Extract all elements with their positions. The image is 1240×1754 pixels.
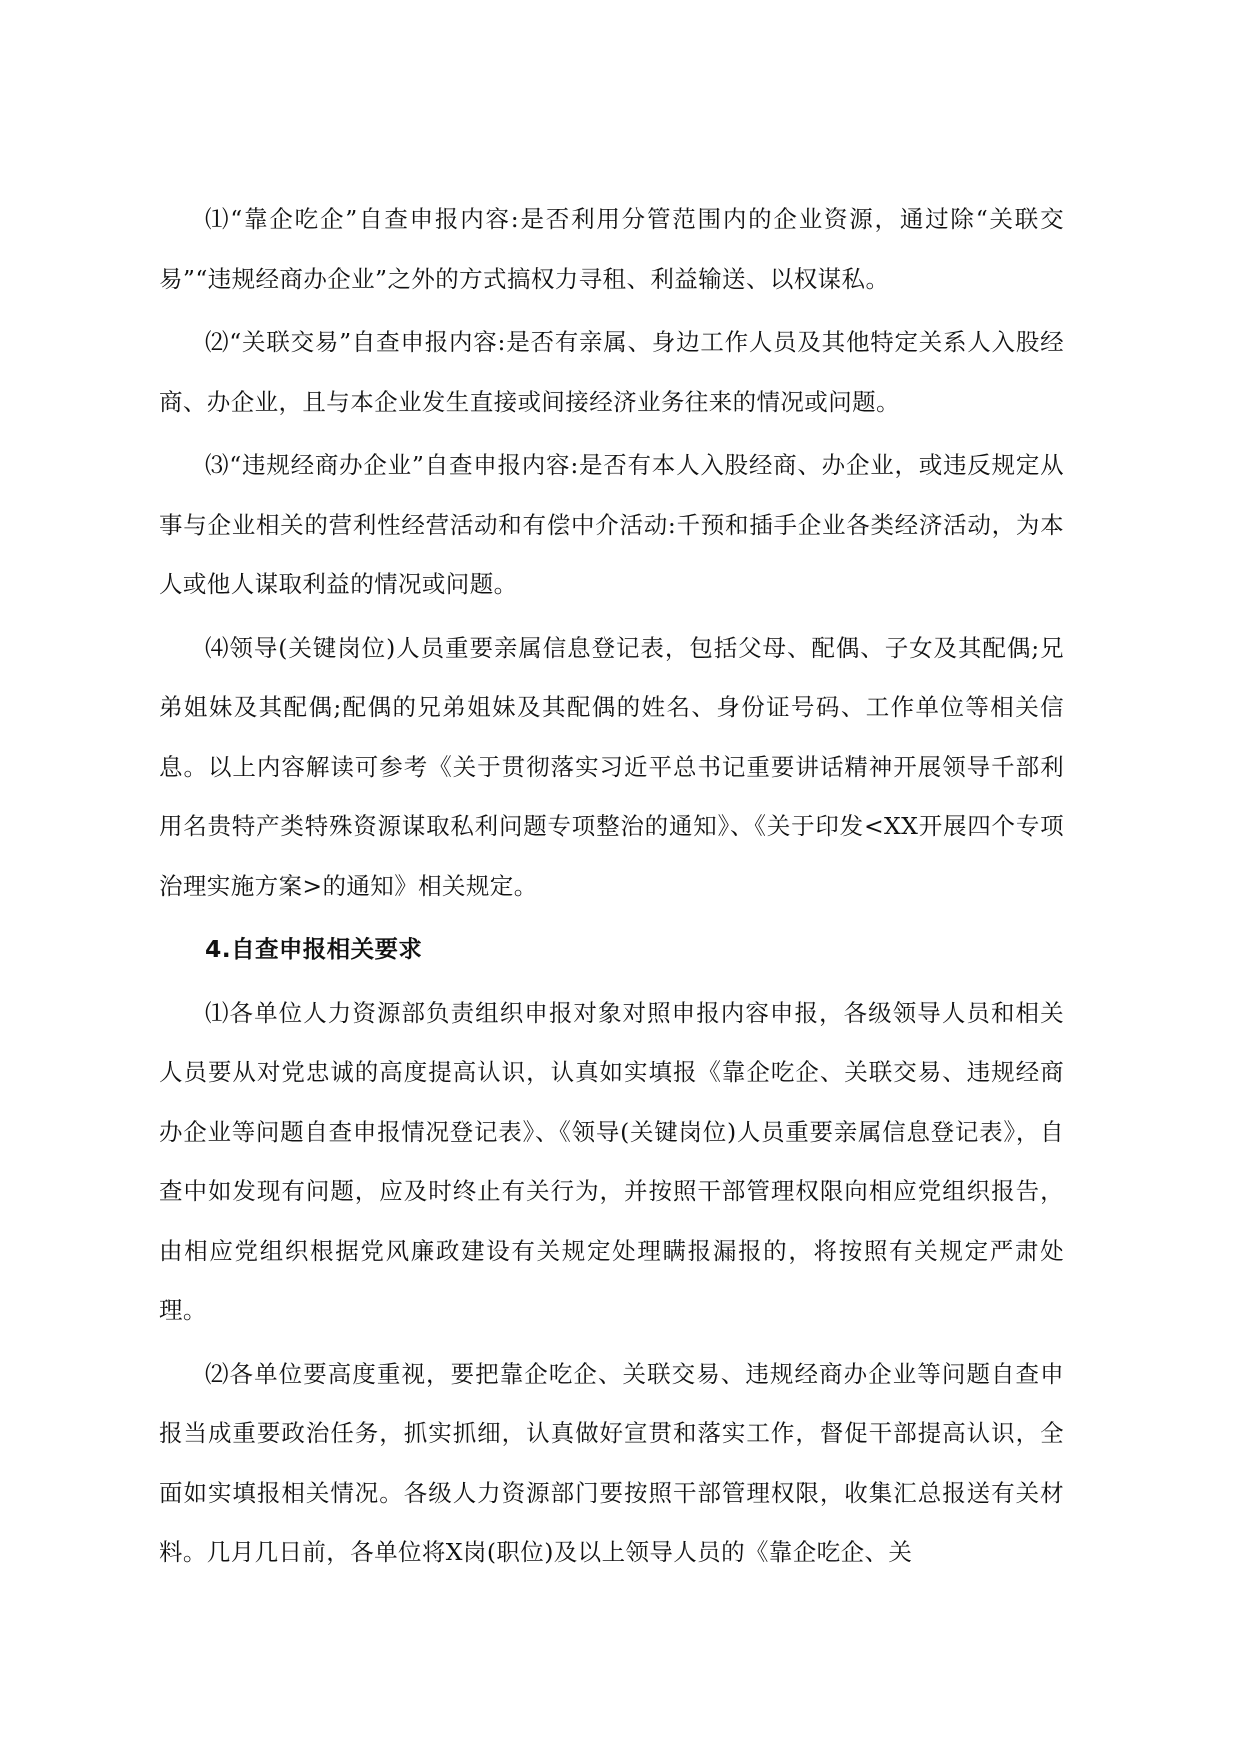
paragraph-item-3: ⑶“违规经商办企业”自查申报内容:是否有本人入股经商、办企业，或违反规定从事与企业相关的营利性经营活动和有偿中介活动:千预和插手企业各类经济活动，为本人或他人谋取利益的情况或问题。 bbox=[159, 451, 1064, 598]
paragraph-item-1: ⑴“靠企吃企”自查申报内容:是否利用分管范围内的企业资源，通过除“关联交易”“违规经商办企业”之外的方式搞权力寻租、利益输送、以权谋私。 bbox=[159, 205, 1064, 293]
requirement-paragraph-2: ⑵各单位要高度重视，要把靠企吃企、关联交易、违规经商办企业等问题自查申报当成重要政治任务，抓实抓细，认真做好宣贯和落实工作，督促干部提高认识，全面如实填报相关情况。各级人力资源部门要按照干部管理权限，收集汇总报送有关材料。几月几日前，各单位将X岗(职位)及以上领导人员的《靠企吃企、关 bbox=[159, 1359, 1064, 1566]
requirement-paragraph-1: ⑴各单位人力资源部负责组织申报对象对照申报内容申报，各级领导人员和相关人员要从对党忠诚的高度提高认识，认真如实填报《靠企吃企、关联交易、违规经商办企业等问题自查申报情况登记表》、《领导(关键岗位)人员重要亲属信息登记表》，自查中如发现有问题，应及时终止有关行为，并按照干部管理权限向相应党组织报告，由相应党组织根据党风廉政建设有关规定处理瞒报漏报的，将按照有关规定严肃处理。 bbox=[159, 998, 1064, 1324]
paragraph-item-4: ⑷领导(关键岗位)人员重要亲属信息登记表，包括父母、配偶、子女及其配偶;兄弟姐妹及其配偶;配偶的兄弟姐妹及其配偶的姓名、身份证号码、工作单位等相关信息。以上内容解读可参考《关于贯彻落实习近平总书记重要讲话精神开展领导千部利用名贵特产类特殊资源谋取私利问题专项整治的通知》、《关于印发<XX开展四个专项治理实施方案>的通知》相关规定。 bbox=[159, 633, 1064, 900]
document-body bbox=[159, 190, 1064, 1587]
section-heading: 4.自查申报相关要求 bbox=[205, 935, 423, 963]
paragraph-item-2: ⑵“关联交易”自查申报内容:是否有亲属、身边工作人员及其他特定关系人入股经商、办企业，且与本企业发生直接或间接经济业务往来的情况或问题。 bbox=[159, 328, 1064, 416]
